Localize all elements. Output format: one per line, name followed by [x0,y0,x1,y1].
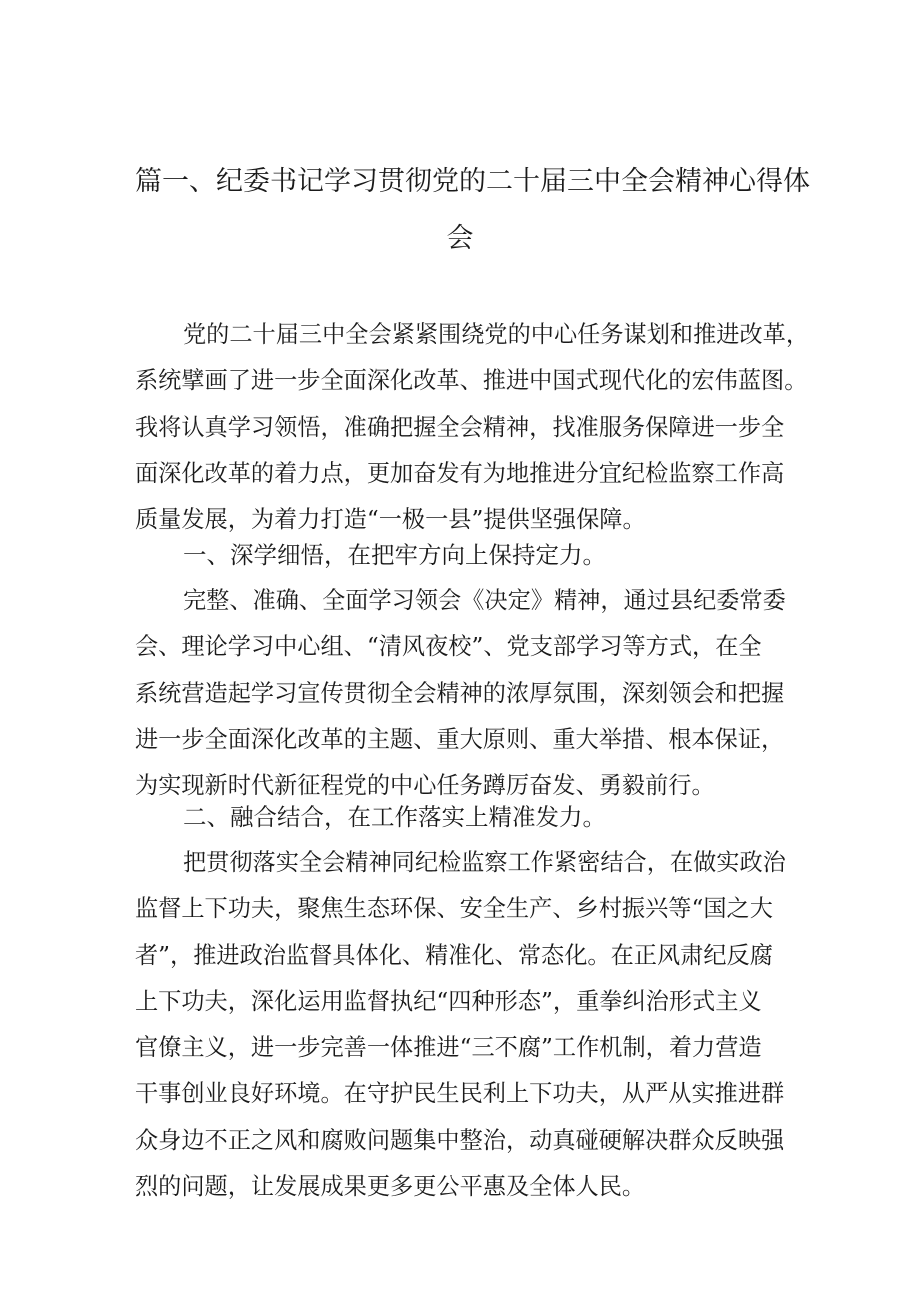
paragraph-line: 我将认真学习领悟，准确把握全会精神，找准服务保障进一步全 [135,413,785,441]
section-1-paragraph [135,578,795,809]
paragraph-line: 官僚主义，进一步完善一体推进“三不腐”工作机制，着力营造 [135,1034,762,1062]
section-2-paragraph [135,840,795,1210]
document-title-line-1: 篇一、纪委书记学习贯彻党的二十届三中全会精神心得体 [135,166,810,197]
section-heading-2: 二、融合结合，在工作落实上精准发力。 [183,803,606,831]
paragraph-line: 把贯彻落实全会精神同纪检监察工作紧密结合，在做实政治 [183,849,786,876]
paragraph-line: 为实现新时代新征程党的中心任务蹲厉奋发、勇毅前行。 [135,772,715,800]
document-title-line-2: 会 [446,223,474,254]
paragraph-line: 烈的问题，让发展成果更多更公平惠及全体人民。 [135,1173,646,1201]
intro-paragraph [135,312,810,543]
paragraph-line: 完整、准确、全面学习领会《决定》精神，通过县纪委常委 [183,587,786,614]
paragraph-line: 干事创业良好环境。在守护民生民利上下功夫，从严从实推进群 [135,1080,785,1108]
paragraph-line: 众身边不正之风和腐败问题集中整治，动真碰硬解决群众反映强 [135,1126,785,1154]
paragraph-line: 会、理论学习中心组、“清风夜校”、党支部学习等方式，在全 [135,633,762,661]
paragraph-line: 系统擘画了进一步全面深化改革、推进中国式现代化的宏伟蓝图。 [135,367,808,395]
paragraph-line: 系统营造起学习宣传贯彻全会精神的浓厚氛围，深刻领会和把握 [135,679,785,707]
paragraph-line: 面深化改革的着力点，更加奋发有为地推进分宜纪检监察工作高 [135,459,785,487]
paragraph-line: 质量发展，为着力打造“一极一县”提供坚强保障。 [135,506,646,534]
paragraph-line: 党的二十届三中全会紧紧围绕党的中心任务谋划和推进改革， [183,321,810,348]
section-heading-1: 一、深学细悟，在把牢方向上保持定力。 [183,541,606,569]
paragraph-line: 者”，推进政治监督具体化、精准化、常态化。在正风肃纪反腐 [135,941,773,969]
paragraph-line: 上下功夫，深化运用监督执纪“四种形态”，重拳纠治形式主义 [135,987,762,1015]
paragraph-line: 进一步全面深化改革的主题、重大原则、重大举措、根本保证， [135,725,785,753]
paragraph-line: 监督上下功夫，聚焦生态环保、安全生产、乡村振兴等“国之大 [135,895,773,923]
